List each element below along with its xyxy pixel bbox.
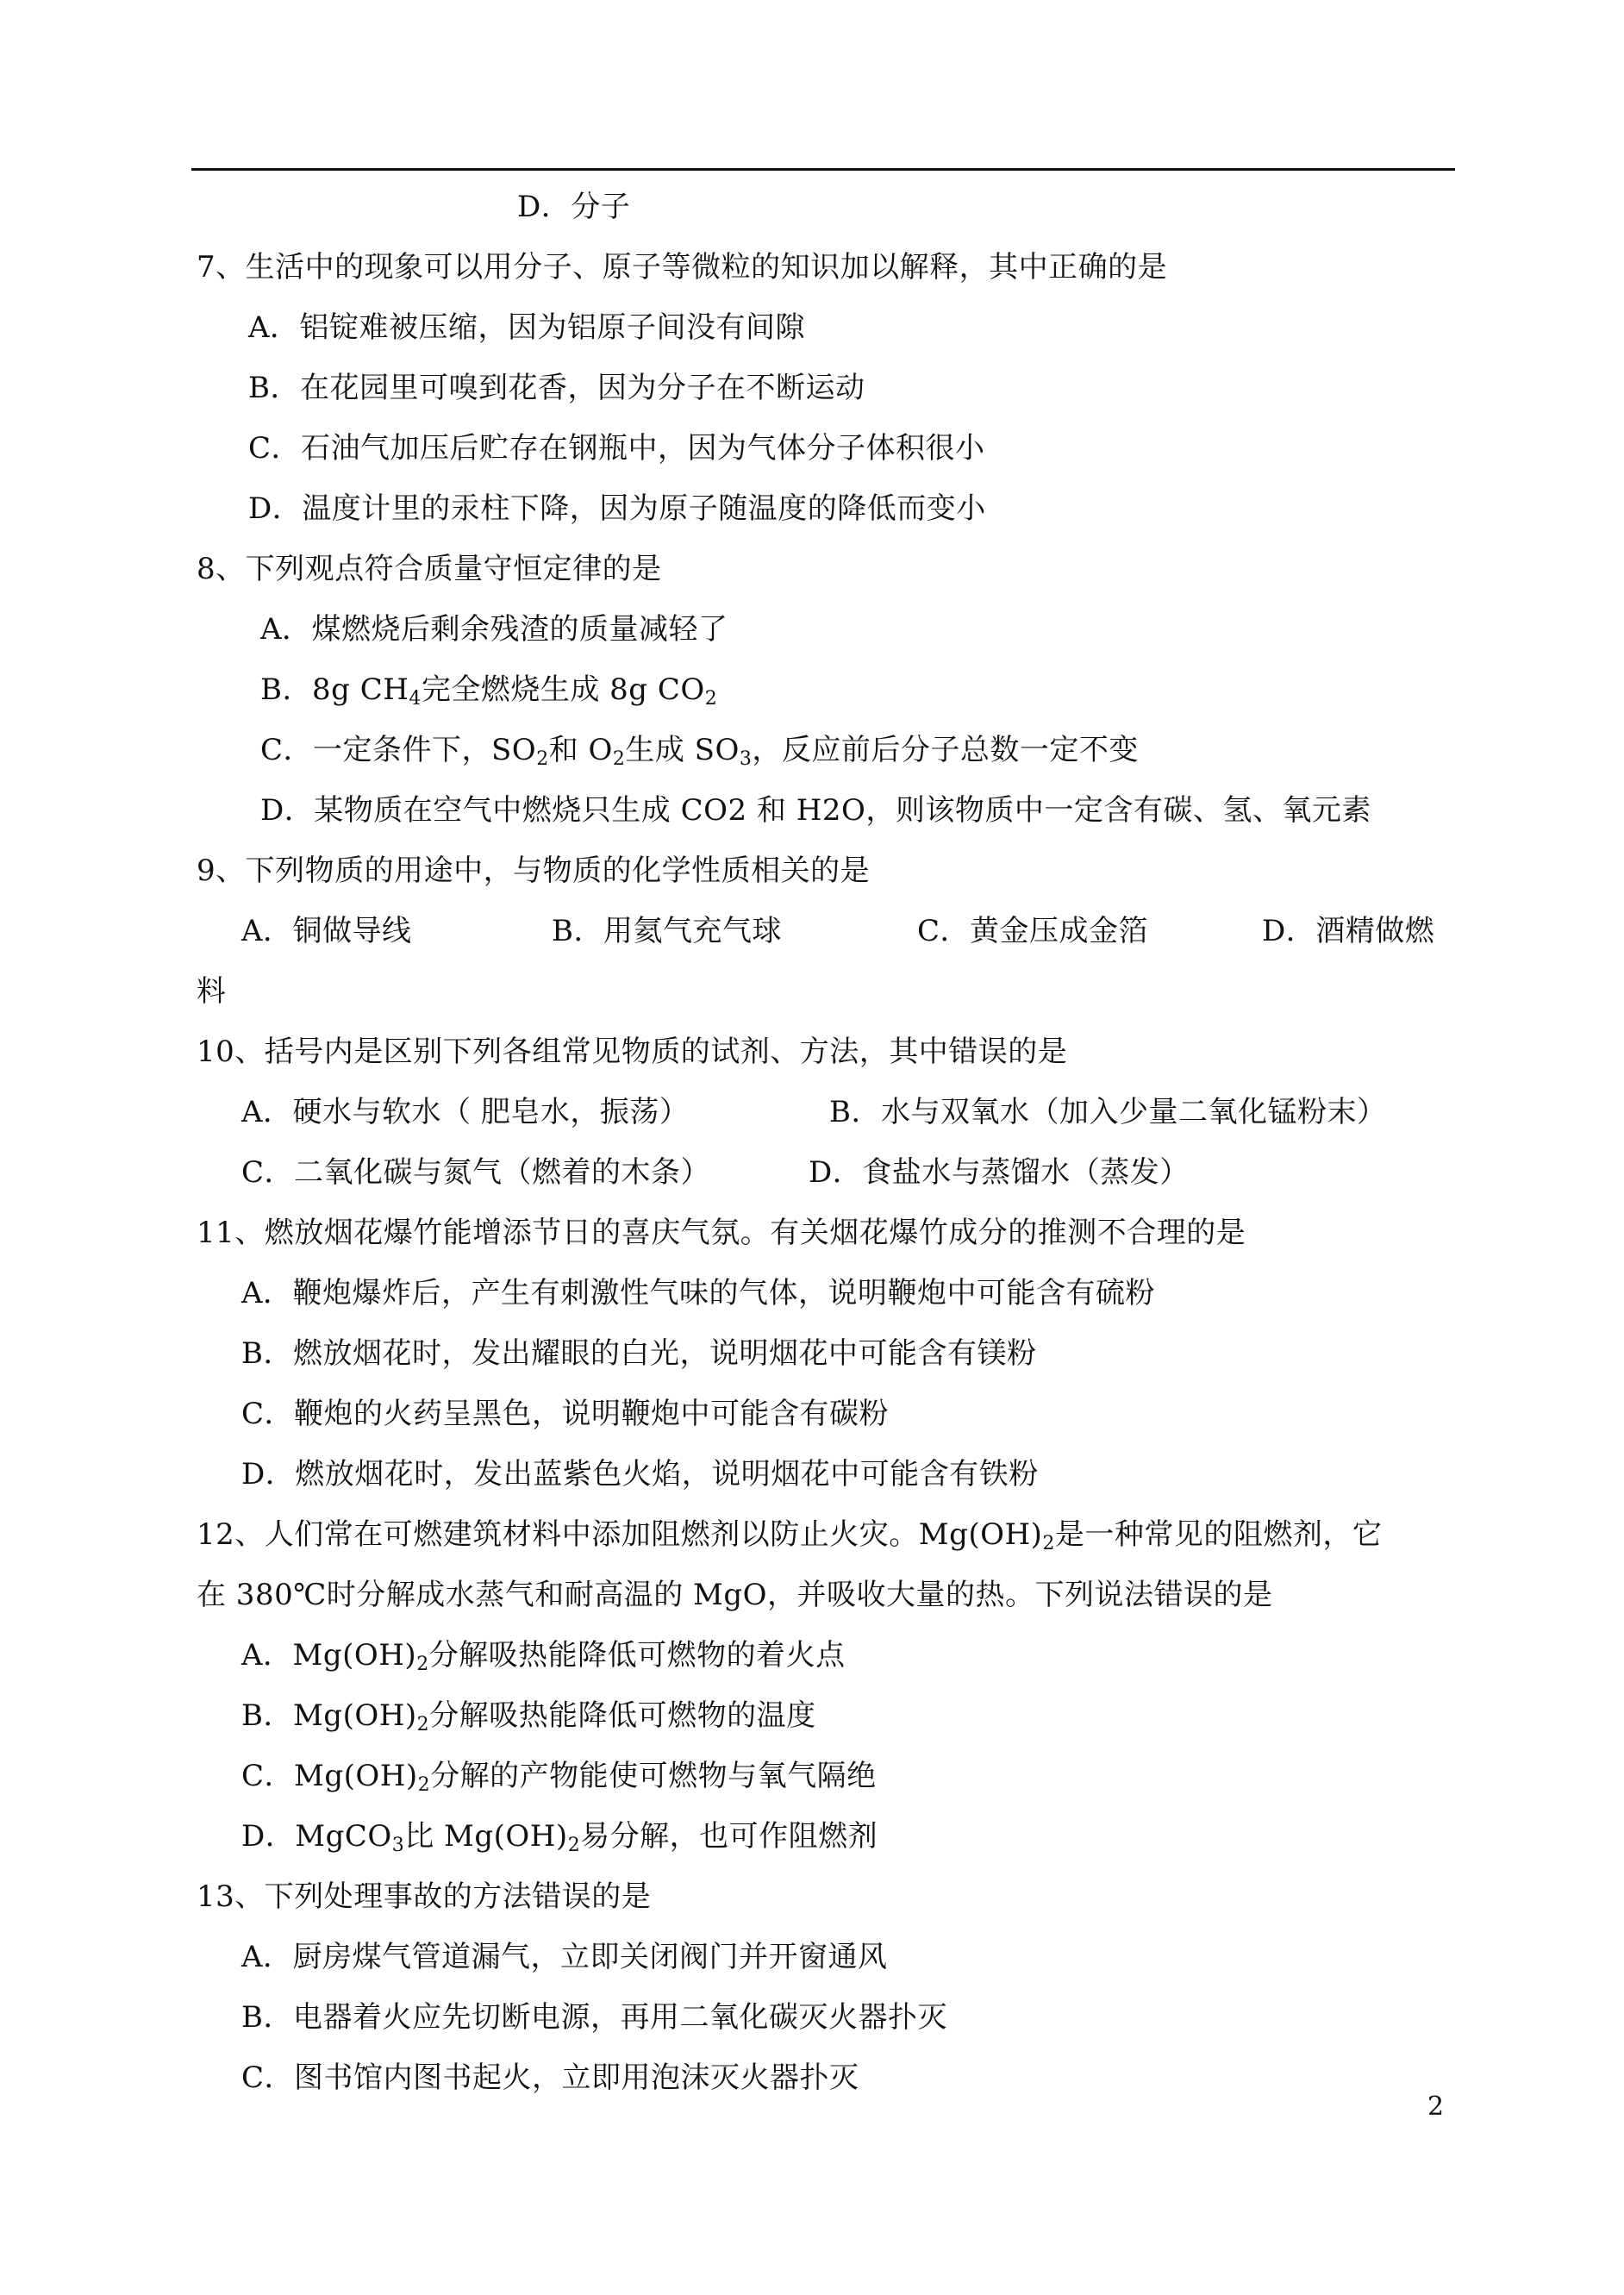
q8-c-sub2: 2 (612, 748, 626, 770)
q8-option-a: A．煤燃烧后剩余残渣的质量减轻了 (260, 612, 728, 647)
q12-d-sub1: 3 (391, 1835, 405, 1856)
q10-option-a: A．硬水与软水（ 肥皂水，振荡） (241, 1095, 690, 1129)
q9-option-b: B．用氦气充气球 (552, 914, 782, 948)
q13-option-c: C．图书馆内图书起火，立即用泡沫灭火器扑灭 (241, 2060, 859, 2095)
q9-option-d-continued: 料 (197, 974, 227, 1009)
q8-c-suffix: ，反应前后分子总数一定不变 (752, 733, 1139, 767)
q12-stem-line2: 在 380℃时分解成水蒸气和耐高温的 MgO，并吸收大量的热。下列说法错误的是 (197, 1578, 1273, 1612)
q8-b-prefix: B．8g CH (260, 672, 409, 707)
q13-stem: 13、下列处理事故的方法错误的是 (197, 1879, 652, 1914)
q12-c-sub: 2 (417, 1774, 431, 1796)
q13-option-b: B．电器着火应先切断电源，再用二氧化碳灭火器扑灭 (241, 2000, 947, 2035)
q11-option-d: D．燃放烟花时，发出蓝紫色火焰，说明烟花中可能含有铁粉 (241, 1457, 1039, 1491)
q8-c-prefix: C．一定条件下，SO (260, 733, 537, 767)
q8-b-sub2: 2 (704, 688, 718, 710)
q8-c-sub1: 2 (536, 748, 549, 770)
q7-option-d: D．温度计里的汞柱下降，因为原子随温度的降低而变小 (248, 491, 986, 526)
q12-d-mid: 比 Mg(OH) (404, 1819, 568, 1854)
q10-option-d: D．食盐水与蒸馏水（蒸发） (809, 1155, 1190, 1190)
q12-a-suffix: 分解吸热能降低可燃物的着火点 (428, 1638, 846, 1673)
q7-stem: 7、生活中的现象可以用分子、原子等微粒的知识加以解释，其中正确的是 (197, 250, 1168, 285)
q8-c-mid1: 和 O (548, 733, 613, 767)
q12-option-a (241, 1636, 846, 1674)
q12-option-d (241, 1817, 878, 1855)
q9-option-a: A．铜做导线 (241, 914, 412, 948)
q12-d-sub2: 2 (567, 1835, 581, 1856)
q12-d-suffix: 易分解，也可作阻燃剂 (580, 1819, 878, 1854)
q8-c-mid2: 生成 SO (625, 733, 740, 767)
q9-stem: 9、下列物质的用途中，与物质的化学性质相关的是 (197, 854, 871, 888)
q12-stem1-sub: 2 (1042, 1533, 1055, 1554)
q12-a-prefix: A．Mg(OH) (241, 1638, 417, 1673)
q12-stem-line1 (197, 1516, 1382, 1554)
q11-option-a: A．鞭炮爆炸后，产生有刺激性气味的气体，说明鞭炮中可能含有硫粉 (241, 1276, 1156, 1310)
q7-option-a: A．铝锭难被压缩，因为铝原子间没有间隙 (248, 310, 806, 345)
q12-c-prefix: C．Mg(OH) (241, 1759, 418, 1793)
q12-a-sub: 2 (416, 1654, 429, 1675)
q9-option-d: D．酒精做燃 (1262, 914, 1435, 948)
q12-c-suffix: 分解的产物能使可燃物与氧气隔绝 (430, 1759, 877, 1793)
q13-option-a: A．厨房煤气管道漏气，立即关闭阀门并开窗通风 (241, 1940, 888, 1974)
q8-b-mid: 完全燃烧生成 8g CO (421, 672, 705, 707)
q8-c-sub3: 3 (739, 748, 753, 770)
q8-option-c (260, 731, 1139, 769)
q10-stem: 10、括号内是区别下列各组常见物质的试剂、方法，其中错误的是 (197, 1035, 1068, 1069)
header-rule (191, 168, 1455, 171)
q12-d-prefix: D．MgCO (241, 1819, 392, 1854)
q12-b-sub: 2 (416, 1714, 430, 1735)
q12-stem1-prefix: 12、人们常在可燃建筑材料中添加阻燃剂以防止火灾。Mg(OH) (197, 1517, 1043, 1552)
q8-b-sub1: 4 (409, 688, 422, 710)
q7-option-c: C．石油气加压后贮存在钢瓶中，因为气体分子体积很小 (248, 431, 985, 466)
q10-option-b: B．水与双氧水（加入少量二氧化锰粉末） (829, 1095, 1387, 1129)
q10-option-c: C．二氧化碳与氮气（燃着的木条） (241, 1155, 711, 1190)
q11-option-b: B．燃放烟花时，发出耀眼的白光，说明烟花中可能含有镁粉 (241, 1336, 1037, 1371)
q12-stem1-suffix: 是一种常见的阻燃剂，它 (1054, 1517, 1383, 1552)
q12-b-prefix: B．Mg(OH) (241, 1698, 417, 1733)
q6-option-d: D．分子 (517, 190, 631, 224)
q8-stem: 8、下列观点符合质量守恒定律的是 (197, 552, 662, 586)
q12-b-suffix: 分解吸热能降低可燃物的温度 (429, 1698, 816, 1733)
q8-option-b (260, 671, 717, 709)
q9-option-c: C．黄金压成金箔 (917, 914, 1149, 948)
page-number: 2 (1427, 2092, 1445, 2122)
q8-option-d: D．某物质在空气中燃烧只生成 CO2 和 H2O，则该物质中一定含有碳、氢、氧元素 (260, 793, 1371, 828)
q11-option-c: C．鞭炮的火药呈黑色，说明鞭炮中可能含有碳粉 (241, 1397, 890, 1431)
q12-option-b (241, 1697, 816, 1735)
q12-option-c (241, 1757, 877, 1795)
q11-stem: 11、燃放烟花爆竹能增添节日的喜庆气氛。有关烟花爆竹成分的推测不合理的是 (197, 1216, 1246, 1250)
q7-option-b: B．在花园里可嗅到花香，因为分子在不断运动 (248, 371, 865, 405)
